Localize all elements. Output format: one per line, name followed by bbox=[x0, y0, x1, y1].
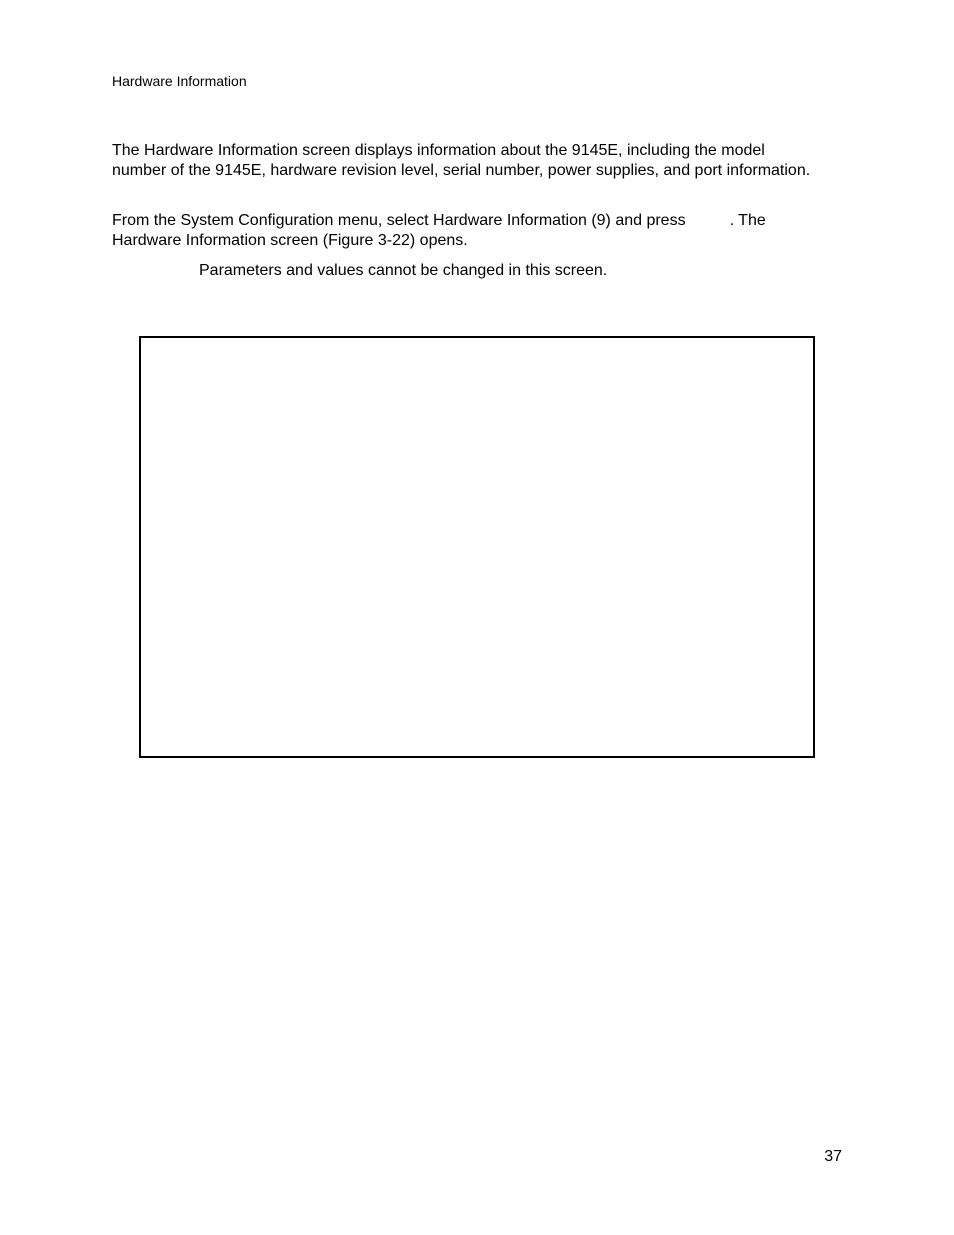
instruction-paragraph bbox=[112, 211, 817, 251]
instruction-text-after-key: . The Hardware Information screen (Figure 3-22) opens. bbox=[112, 212, 766, 249]
instruction-text-before-key: From the System Configuration menu, select Hardware Information (9) and press bbox=[112, 212, 686, 229]
running-header: Hardware Information bbox=[112, 73, 247, 89]
intro-paragraph: The Hardware Information screen displays information about the 9145E, including the model number of the 9145E, hardware revision level, serial number, power supplies, and port information. bbox=[112, 142, 811, 179]
page-number: 37 bbox=[824, 1148, 842, 1165]
screen-figure-frame bbox=[139, 336, 815, 758]
note-text: Parameters and values cannot be changed in this screen. bbox=[199, 262, 608, 279]
